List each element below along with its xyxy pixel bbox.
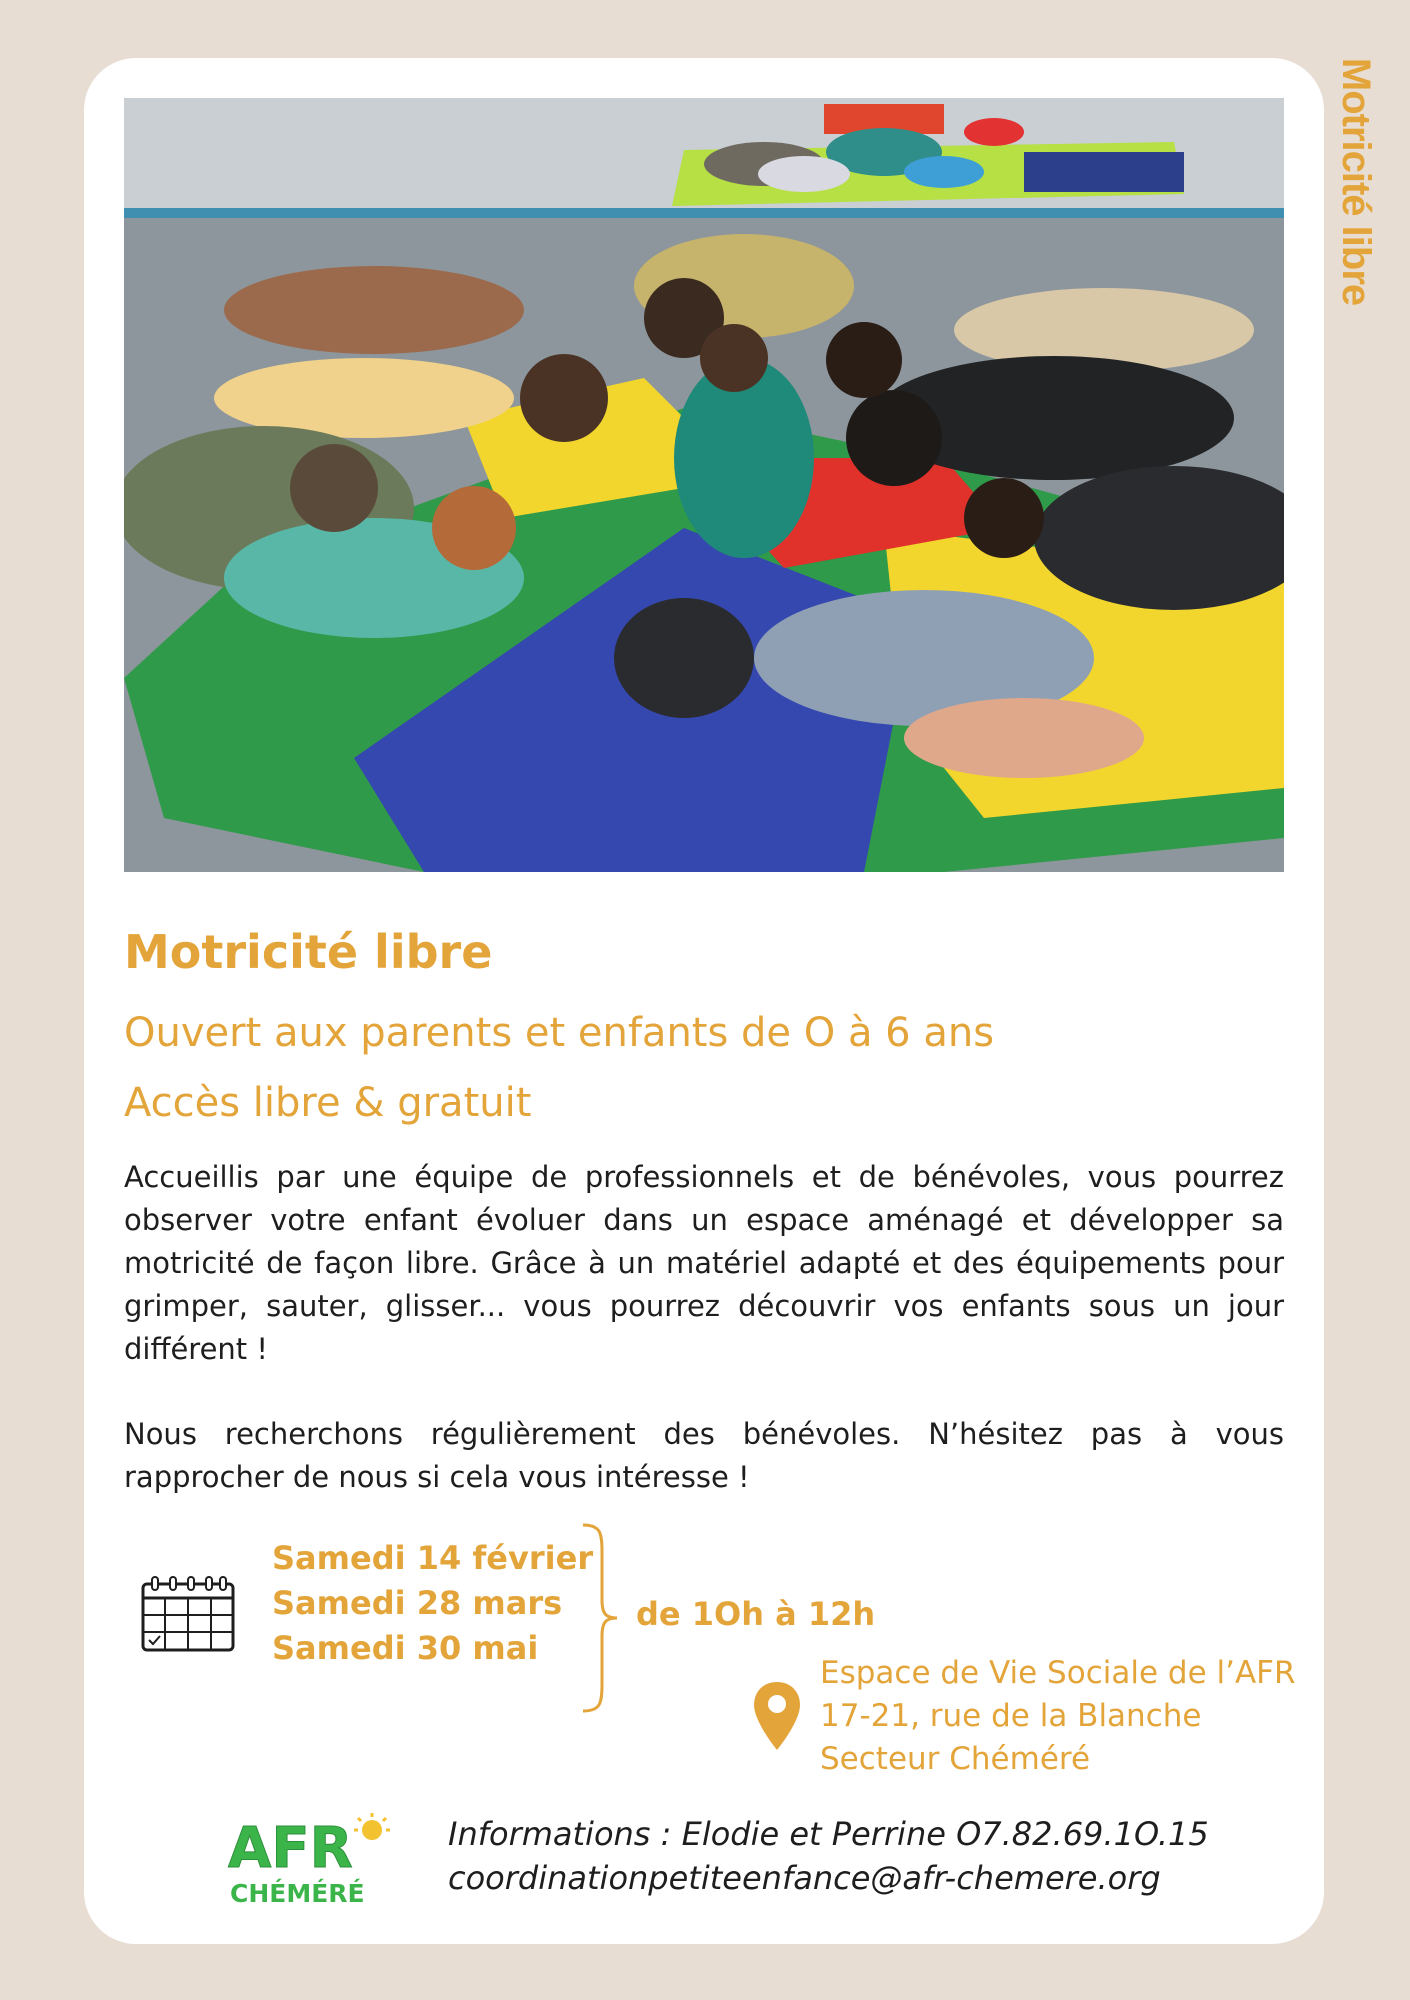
poster-title: Motricité libre [124, 925, 493, 979]
description [124, 1156, 1284, 1499]
contact-info [448, 1812, 1209, 1900]
calendar-icon [140, 1574, 236, 1658]
volunteers-paragraph: Nous recherchons régulièrement des bénévoles. N’hésitez pas à vous rapprocher de nous si cela vous intéresse ! [124, 1417, 1284, 1494]
description-paragraph: Accueillis par une équipe de professionnels et de bénévoles, vous pourrez observer votre enfant évoluer dans un espace aménagé et développer sa motricité de façon libre. Grâce à un matériel adapté et des équipements pour grimper, sauter, glisser... vous pourrez découvrir vos enfants sous un jour différent ! [124, 1160, 1284, 1366]
address-line: Espace de Vie Sociale de l’AFR [820, 1655, 1296, 1691]
event-photo [124, 98, 1284, 872]
curly-brace [580, 1522, 620, 1718]
event-address [820, 1652, 1296, 1781]
afr-chemere-logo [226, 1812, 396, 1912]
contact-phone-line: Informations : Elodie et Perrine O7.82.69.1O.15 [448, 1815, 1209, 1853]
side-tab-label: Motricité libre [1334, 57, 1379, 305]
side-tab [1326, 56, 1386, 306]
event-time: de 1Oh à 12h [636, 1595, 876, 1633]
subtitle-access: Accès libre & gratuit [124, 1080, 532, 1126]
address-line: Secteur Chéméré [820, 1741, 1091, 1777]
subtitle [124, 998, 994, 1138]
logo-text: AFR [228, 1816, 353, 1881]
location-pin-icon [752, 1680, 802, 1756]
event-date: Samedi 14 février [272, 1539, 594, 1577]
photo-illustration [124, 98, 1284, 872]
event-dates [272, 1536, 593, 1671]
address-line: 17-21, rue de la Blanche [820, 1698, 1202, 1734]
subtitle-audience: Ouvert aux parents et enfants de O à 6 ans [124, 1010, 995, 1056]
sun-icon [354, 1813, 390, 1840]
event-date: Samedi 28 mars [272, 1584, 563, 1622]
logo-subtext: CHÉMÉRÉ [230, 1879, 365, 1908]
event-date: Samedi 30 mai [272, 1629, 539, 1667]
contact-email[interactable]: coordinationpetiteenfance@afr-chemere.org [448, 1859, 1161, 1897]
